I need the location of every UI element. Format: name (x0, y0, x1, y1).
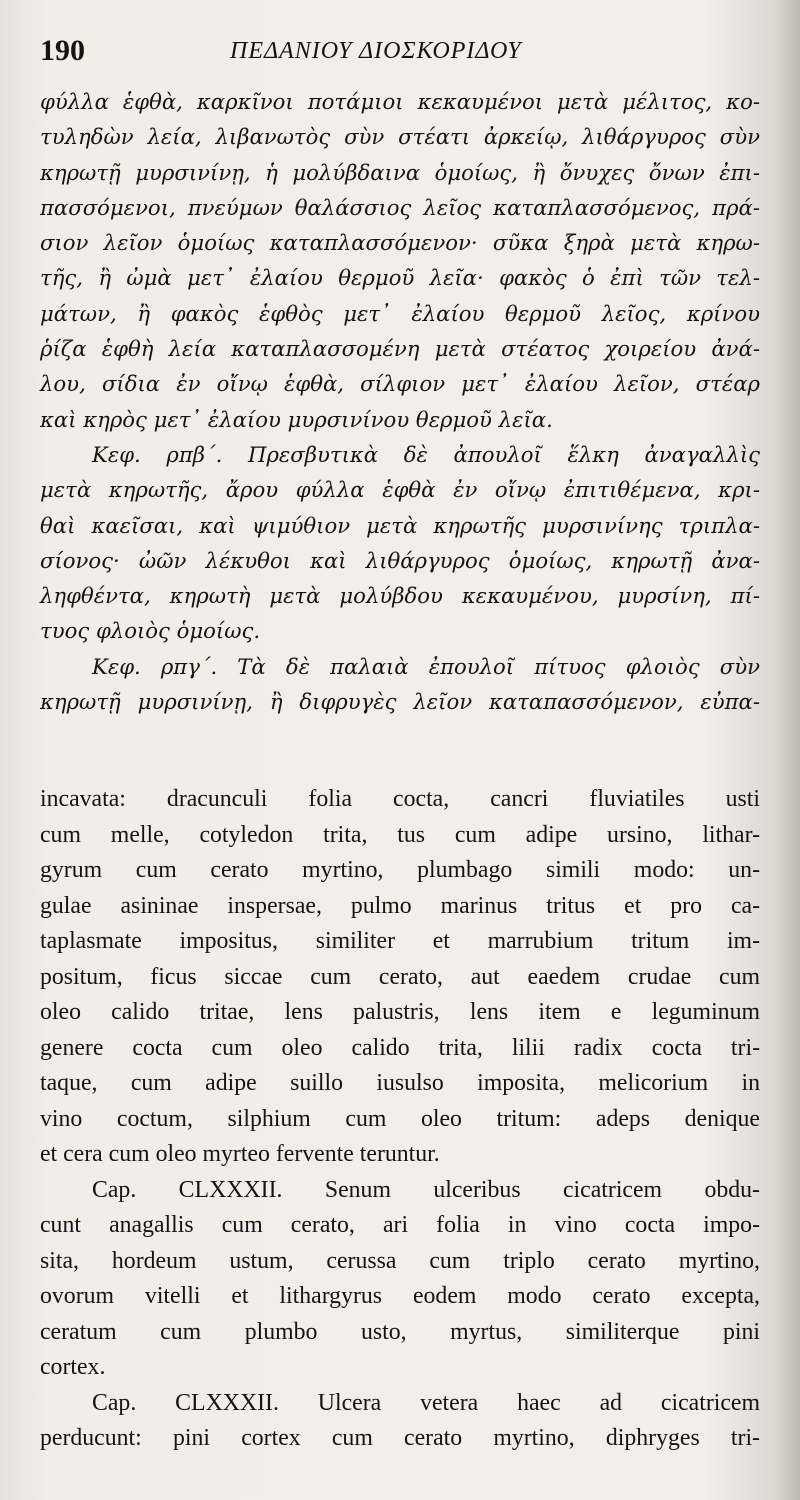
latin-line: incavata: dracunculi folia cocta, cancri fluviatiles usti (40, 786, 760, 812)
latin-text-block (40, 782, 760, 1457)
page-number: 190 (40, 34, 85, 67)
greek-line: τυληδὼν λεία, λιβανωτὸς σὺν στέατι ἀρκείῳ, λιθάργυρος σὺν (40, 124, 760, 150)
latin-line: ovorum vitelli et lithargyrus eodem modo cerato excepta, (40, 1283, 760, 1309)
latin-line: oleo calido tritae, lens palustris, lens item e leguminum (40, 999, 760, 1025)
greek-line: κηρωτῇ μυρσινίνῃ, ἡ μολύβδαινα ὁμοίως, ἢ ὄνυχες ὄνων ἐπι- (40, 159, 760, 185)
greek-line: πασσόμενοι, πνεύμων θαλάσσιος λεῖος καταπλασσόμενος, πρά- (40, 194, 760, 220)
greek-line: ληφθέντα, κηρωτὴ μετὰ μολύβδου κεκαυμένου, μυρσίνη, πί- (40, 583, 760, 609)
greek-line: τυος φλοιὸς ὁμοίως. (40, 618, 261, 644)
page-header (40, 34, 760, 68)
latin-chapter-heading: Cap. CLXXXII. Ulcera vetera haec ad cicatricem (92, 1389, 760, 1416)
latin-line: positum, ficus siccae cum cerato, aut eaedem crudae cum (40, 963, 760, 990)
latin-line: gulae asininae inspersae, pulmo marinus tritus et pro ca- (40, 892, 760, 919)
latin-line: ceratum cum plumbo usto, myrtus, similiterque pini (40, 1318, 760, 1345)
greek-line: καὶ κηρὸς μετ᾽ ἐλαίου μυρσινίνου θερμοῦ λεῖα. (40, 406, 553, 432)
greek-line: μετὰ κηρωτῆς, ἄρου φύλλα ἑφθὰ ἐν οἴνῳ ἐπιτιθέμενα, κρι- (40, 477, 760, 503)
greek-line: μάτων, ἢ φακὸς ἑφθὸς μετ᾽ ἐλαίου θερμοῦ λεῖος, κρίνου (40, 300, 760, 326)
latin-line: sita, hordeum ustum, cerussa cum triplo cerato myrtino, (40, 1247, 760, 1274)
latin-line: cunt anagallis cum cerato, ari folia in vino cocta impo- (40, 1212, 760, 1238)
latin-line: taplasmate impositus, similiter et marrubium tritum im- (40, 928, 760, 954)
greek-line: λου, σίδια ἐν οἴνῳ ἑφθὰ, σίλφιον μετ᾽ ἐλαίου λεῖον, στέαρ (40, 371, 760, 397)
latin-line: perducunt: pini cortex cum cerato myrtino, diphryges tri- (40, 1425, 760, 1451)
running-head: ΠΕΔΑΝΙΟΥ ΔΙΟΣΚΟΡΙΔΟΥ (230, 38, 522, 64)
greek-chapter-heading: Κεφ. ρπγ΄. Τὰ δὲ παλαιὰ ἐπουλοῖ πίτυος φλοιὸς σὺν (92, 653, 760, 679)
latin-chapter-heading: Cap. CLXXXII. Senum ulceribus cicatricem obdu- (92, 1176, 760, 1203)
greek-line: κηρωτῇ μυρσινίνῃ, ἢ διφρυγὲς λεῖον καταπασσόμενον, εὐπα- (40, 689, 760, 715)
greek-line: σιον λεῖον ὁμοίως καταπλασσόμενον· σῦκα ξηρὰ μετὰ κηρω- (40, 230, 760, 256)
greek-line: τῆς, ἢ ὠμὰ μετ᾽ ἐλαίου θερμοῦ λεῖα· φακὸς ὁ ἐπὶ τῶν τελ- (40, 265, 760, 291)
latin-line: taque, cum adipe suillo iusulso imposita, melicorium in (40, 1070, 760, 1096)
latin-line: gyrum cum cerato myrtino, plumbago simili modo: un- (40, 857, 760, 883)
greek-line: σίονος· ὠῶν λέκυθοι καὶ λιθάργυρος ὁμοίως, κηρωτῇ ἀνα- (40, 547, 760, 573)
greek-line: θαὶ καεῖσαι, καὶ ψιμύθιον μετὰ κηρωτῆς μυρσινίνης τριπλα- (40, 512, 760, 538)
greek-line: φύλλα ἑφθὰ, καρκῖνοι ποτάμιοι κεκαυμένοι μετὰ μέλιτος, κο- (40, 89, 760, 114)
greek-text-block (40, 84, 760, 719)
latin-line: cortex. (40, 1354, 106, 1380)
latin-line: vino coctum, silphium cum oleo tritum: adeps denique (40, 1105, 760, 1132)
latin-line: et cera cum oleo myrteo fervente teruntur. (40, 1141, 440, 1167)
greek-chapter-heading: Κεφ. ρπβ΄. Πρεσβυτικὰ δὲ ἀπουλοῖ ἕλκη ἀναγαλλὶς (92, 441, 760, 467)
greek-line: ῥίζα ἑφθὴ λεία καταπλασσομένη μετὰ στέατος χοιρείου ἀνά- (40, 336, 760, 362)
latin-line: genere cocta cum oleo calido trita, lilii radix cocta tri- (40, 1034, 760, 1061)
latin-line: cum melle, cotyledon trita, tus cum adipe ursino, lithar- (40, 821, 760, 848)
